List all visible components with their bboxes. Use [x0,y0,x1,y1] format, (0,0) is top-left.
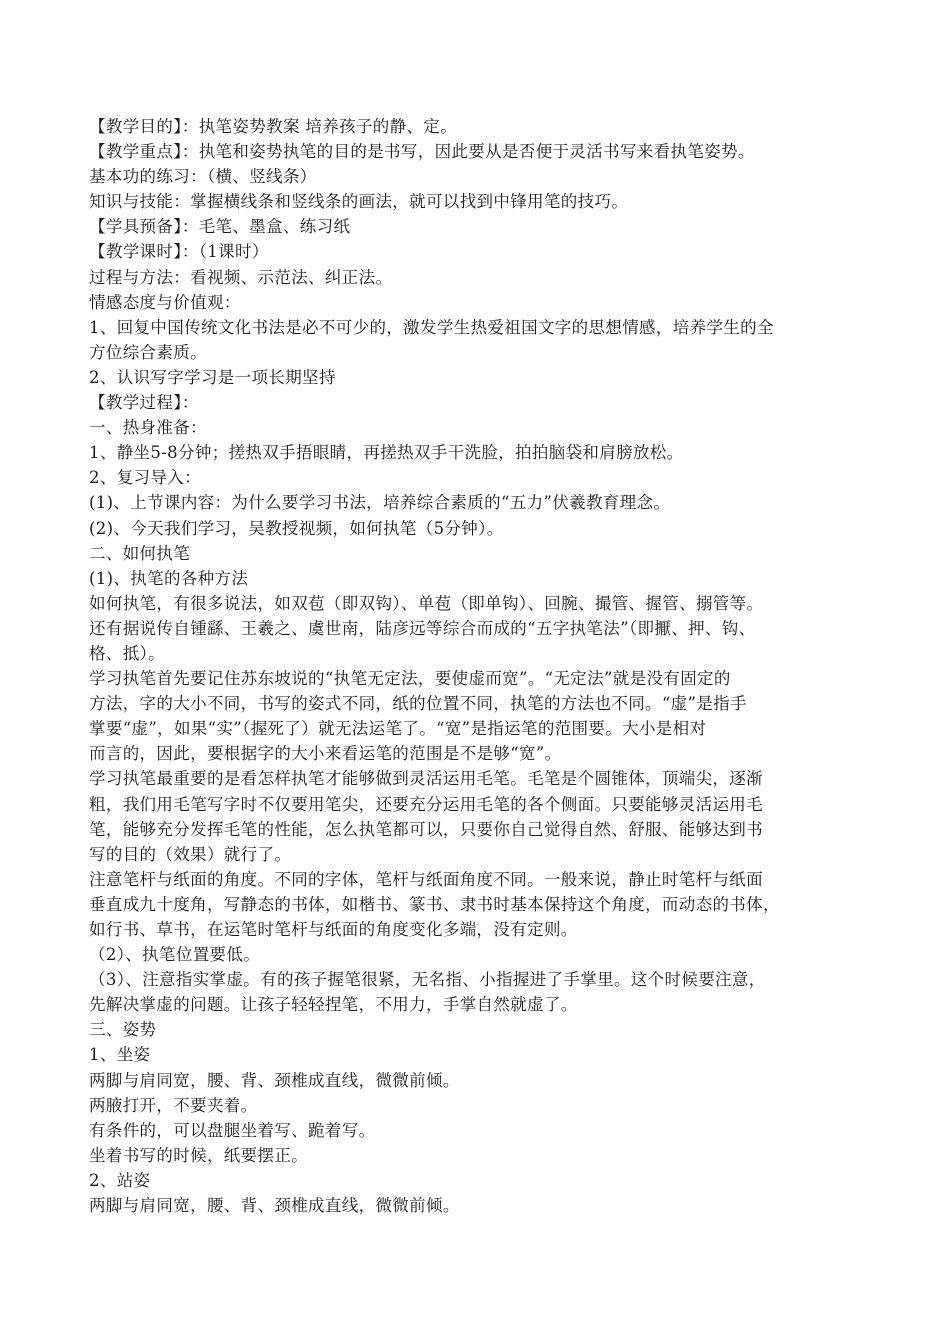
text-line: 有条件的，可以盘腿坐着写、跪着写。 [89,1120,376,1140]
text-line: 格、抵）。 [89,643,165,663]
class-hours: 【教学课时】：（1课时） [89,242,269,262]
teaching-objective: 【教学目的】：执笔姿势教案 培养孩子的静、定。 [89,117,458,136]
text-line: 还有据说传自锺繇、王羲之、虞世南，陆彦远等综合而成的“五字执笔法”（即擫、押、钩、 [89,618,756,638]
section-heading: 三、姿势 [89,1020,157,1040]
knowledge-skills: 知识与技能：掌握横线条和竖线条的画法，就可以找到中锋用笔的技巧。 [89,192,629,212]
text-line: 1、坐姿 [89,1045,151,1065]
section-heading: 一、热身准备： [89,418,207,438]
text-line: (1)、执笔的各种方法 [89,568,249,588]
text-line: 垂直成九十度角，写静态的书体，如楷书、篆书、隶书时基本保持这个角度，而动态的书体， [89,894,780,914]
section-heading: 二、如何执笔 [89,543,191,563]
text-line: 2、认识写字学习是一项长期坚持 [89,367,336,387]
attitude-values-heading: 情感态度与价值观： [89,292,241,312]
text-line: (2)、今天我们学习，吴教授视频，如何执笔（5分钟）。 [89,518,504,538]
basic-practice: 基本功的练习：（横、竖线条） [89,167,317,187]
text-line: 掌要“虚”，如果“实”（握死了）就无法运笔了。“宽”是指运笔的范围要。大小是相对 [89,719,707,739]
text-line: 学习执笔最重要的是看怎样执笔才能够做到灵活运用毛笔。毛笔是个圆锥体，顶端尖，逐渐 [89,769,763,789]
text-line: 粗，我们用毛笔写字时不仅要用笔尖，还要充分运用毛笔的各个侧面。只要能够灵活运用毛 [89,794,763,814]
text-line: （3）、注意指实掌虚。有的孩子握笔很紧，无名指、小指握进了手掌里。这个时候要注意， [89,970,766,990]
text-line: 方法，字的大小不同，书写的姿式不同，纸的位置不同，执笔的方法也不同。“虚”是指手 [89,694,747,714]
materials: 【学具预备】：毛笔、墨盒、练习纸 [89,217,351,237]
teaching-focus: 【教学重点】：执笔和姿势执笔的目的是书写，因此要从是否便于灵活书写来看执笔姿势。 [89,142,755,162]
text-line: （2）、执笔位置要低。 [89,945,261,965]
text-line: 两脚与肩同宽，腰、背、颈椎成直线，微微前倾。 [89,1196,460,1216]
text-line: 坐着书写的时候，纸要摆正。 [89,1145,309,1165]
text-line: 2、复习导入： [89,468,201,488]
text-line: 两腋打开，不要夹着。 [89,1095,258,1115]
text-line: 注意笔杆与纸面的角度。不同的字体，笔杆与纸面角度不同。一般来说，静止时笔杆与纸面 [89,869,763,889]
text-line: 2、站姿 [89,1170,151,1190]
text-line: 1、静坐5-8分钟；搓热双手捂眼睛，再搓热双手干洗脸，拍拍脑袋和肩膀放松。 [89,443,684,463]
text-line: 而言的，因此，要根据字的大小来看运笔的范围是不是够“宽”。 [89,744,562,764]
text-line: 两脚与肩同宽，腰、背、颈椎成直线，微微前倾。 [89,1070,460,1090]
text-line: (1)、上节课内容：为什么要学习书法，培养综合素质的“五力”伏羲教育理念。 [89,493,671,513]
text-line: 写的目的（效果）就行了。 [89,844,292,864]
text-line: 方位综合素质。 [89,342,207,362]
text-line: 学习执笔首先要记住苏东坡说的“执笔无定法，要使虚而宽”。“无定法”就是没有固定的 [89,669,731,689]
text-line: 如行书、草书，在运笔时笔杆与纸面的角度变化多端，没有定则。 [89,920,578,939]
text-line: 1、回复中国传统文化书法是必不可少的，激发学生热爱祖国文字的思想情感，培养学生的全 [89,317,774,337]
teaching-process-heading: 【教学过程】： [89,393,199,413]
text-line: 如何执笔，有很多说法，如双苞（即双钩）、单苞（即单钩）、回腕、撮管、握管、搦管等。 [89,593,764,613]
text-line: 先解决掌虚的问题。让孩子轻轻捏笔，不用力，手掌自然就虚了。 [89,995,578,1015]
text-line: 笔，能够充分发挥毛笔的性能，怎么执笔都可以，只要你自己觉得自然、舒服、能够达到书 [89,819,763,839]
document-body [89,114,879,1218]
process-methods: 过程与方法：看视频、示范法、纠正法。 [89,267,393,287]
